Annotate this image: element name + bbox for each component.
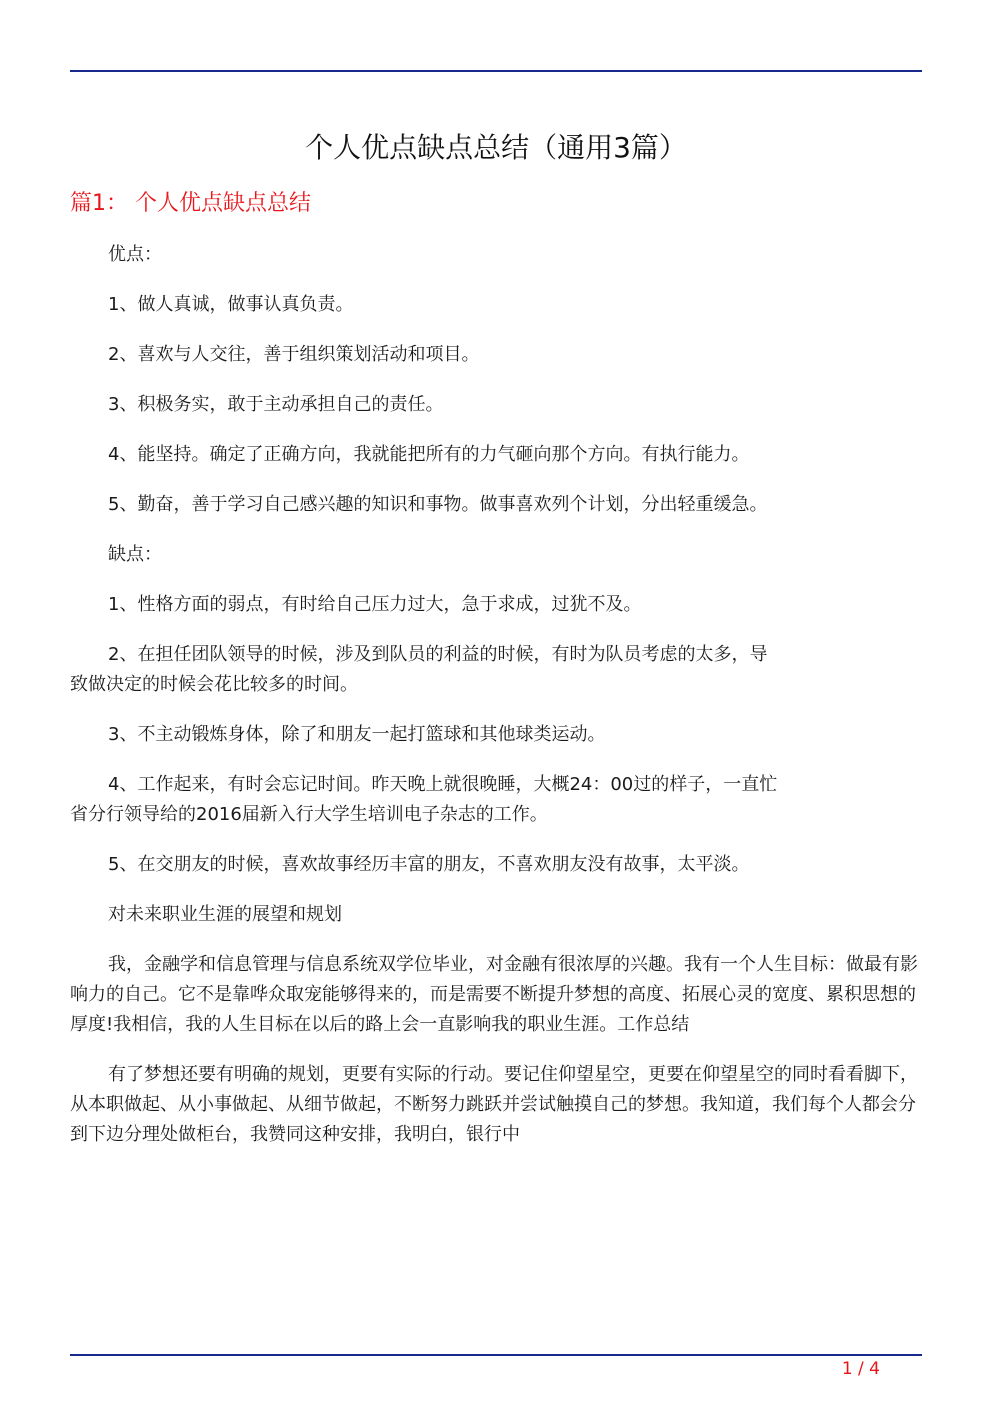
document-title: 个人优点缺点总结（通用3篇） <box>305 131 687 164</box>
section-heading: 篇1： 个人优点缺点总结 <box>70 191 311 216</box>
paragraph: 4、工作起来，有时会忘记时间。昨天晚上就很晚睡，大概24：00过的样子，一直忙省分行领导给的2016届新入行大学生培训电子杂志的工作。 <box>70 774 778 825</box>
paragraph: 我，金融学和信息管理与信息系统双学位毕业，对金融有很浓厚的兴趣。我有一个人生目标：做最有影响力的自己。它不是靠哗众取宠能够得来的，而是需要不断提升梦想的高度、拓展心灵的宽度、累积思想的厚度!我相信，我的人生目标在以后的路上会一直影响我的职业生涯。工作总结 <box>70 954 918 1035</box>
paragraph: 4、能坚持。确定了正确方向，我就能把所有的力气砸向那个方向。有执行能力。 <box>108 444 750 465</box>
paragraph: 2、在担任团队领导的时候，涉及到队员的利益的时候，有时为队员考虑的太多，导致做决定的时候会花比较多的时间。 <box>70 644 768 695</box>
document-body <box>70 240 922 1170</box>
paragraph: 3、积极务实，敢于主动承担自己的责任。 <box>108 394 444 415</box>
page-number: 1 / 4 <box>841 1359 880 1379</box>
header-rule <box>70 70 922 72</box>
paragraph: 1、做人真诚，做事认真负责。 <box>108 294 354 315</box>
paragraph-pros-label: 优点： <box>108 244 162 265</box>
paragraph: 5、勤奋，善于学习自己感兴趣的知识和事物。做事喜欢列个计划，分出轻重缓急。 <box>108 494 768 515</box>
paragraph-cons-label: 缺点： <box>108 544 162 565</box>
footer-rule <box>70 1354 922 1356</box>
paragraph: 5、在交朋友的时候，喜欢故事经历丰富的朋友，不喜欢朋友没有故事，太平淡。 <box>108 854 750 875</box>
paragraph: 有了梦想还要有明确的规划，更要有实际的行动。要记住仰望星空，更要在仰望星空的同时看看脚下，从本职做起、从小事做起、从细节做起，不断努力跳跃并尝试触摸自己的梦想。我知道，我们每个人都会分到下边分理处做柜台，我赞同这种安排，我明白，银行中 <box>70 1064 918 1145</box>
paragraph: 2、喜欢与人交往，善于组织策划活动和项目。 <box>108 344 480 365</box>
paragraph: 3、不主动锻炼身体，除了和朋友一起打篮球和其他球类运动。 <box>108 724 606 745</box>
paragraph-plan-label: 对未来职业生涯的展望和规划 <box>108 904 342 925</box>
paragraph: 1、性格方面的弱点，有时给自己压力过大，急于求成，过犹不及。 <box>108 594 642 615</box>
